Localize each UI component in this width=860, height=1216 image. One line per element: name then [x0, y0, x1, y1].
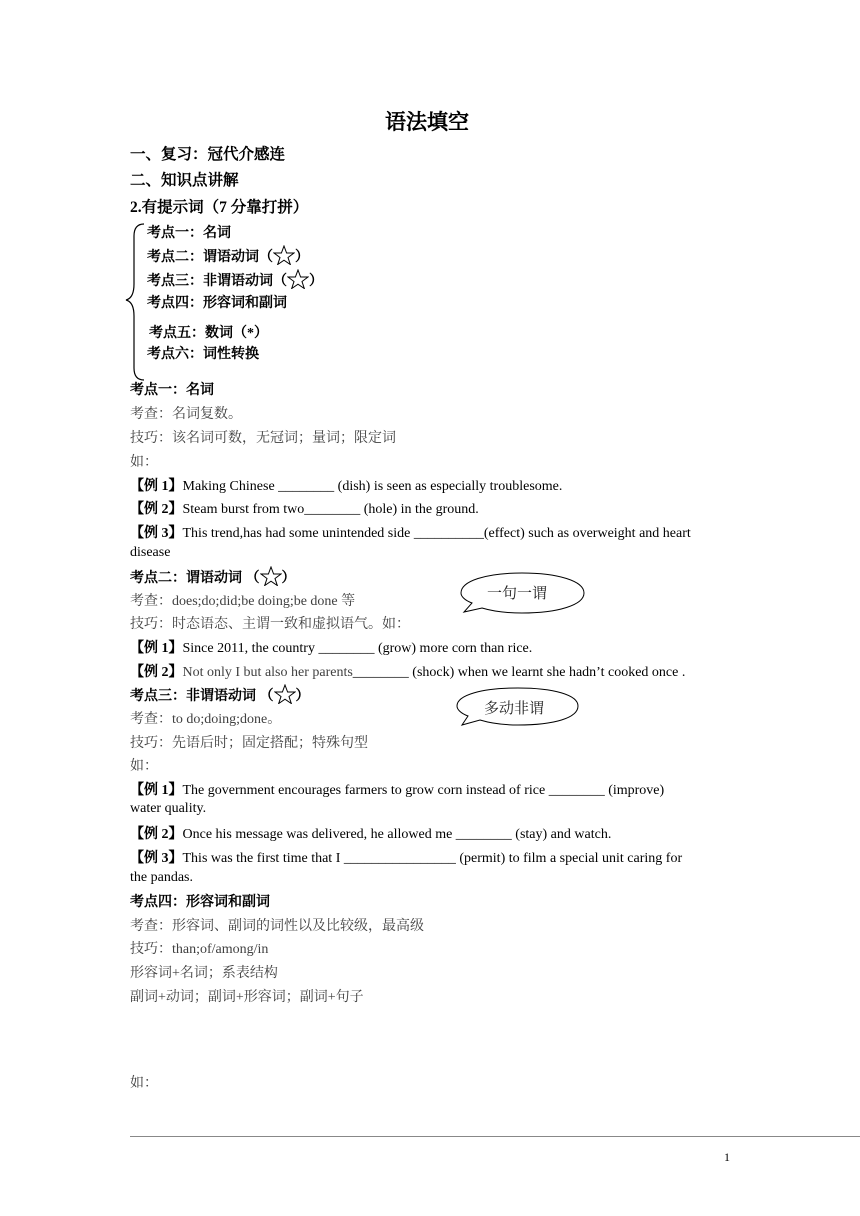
sec2-heading: [130, 566, 296, 587]
example-text: (dish) is seen as especially troublesome.: [334, 479, 563, 494]
outline-item-nonpredicate-close: ）: [309, 274, 323, 289]
answer-blank[interactable]: ________: [318, 641, 375, 656]
answer-blank[interactable]: ________: [455, 827, 512, 842]
outline-item-predicate-label: 考点二：谓语动词（: [147, 250, 273, 265]
sec3-example-1: [130, 779, 664, 799]
sec3-exam: 考查：to do;doing;done。: [130, 712, 282, 727]
heading-explain: 二、知识点讲解: [130, 172, 239, 189]
sec1-example-1: [130, 475, 562, 495]
sec1-tip: 技巧：该名词可数，无冠词；量词；限定词: [130, 431, 396, 446]
sec2-exam: 考查：does;do;did;be doing;be done 等: [130, 594, 356, 609]
sec1-example-3: [130, 522, 691, 542]
bubble-text-nonpredicate: 多动非谓: [484, 699, 545, 717]
example-text: Steam burst from two: [182, 502, 305, 517]
sec4-exam: 考查：形容词、副词的词性以及比较级，最高级: [130, 919, 424, 934]
sec3-ru: 如：: [130, 759, 158, 774]
star-icon: [287, 269, 309, 289]
example-text: (effect) such as overweight and heart: [483, 526, 691, 541]
outline-item-numeral: 考点五：数词（*）: [149, 326, 268, 341]
star-icon: [260, 566, 282, 586]
example-text: (stay) and watch.: [511, 827, 612, 842]
sec4-tip: 技巧：than;of/among/in: [130, 942, 269, 957]
example-text: Once his message was delivered, he allowed me: [182, 827, 456, 842]
example-text: This was the first time that I: [182, 851, 344, 866]
footer-divider: [130, 1136, 860, 1137]
example-text: (improve): [604, 783, 665, 798]
sec2-example-2: [130, 661, 685, 681]
outline-item-conversion: 考点六：词性转换: [147, 347, 259, 362]
example-text: (hole) in the ground.: [360, 502, 479, 517]
sec2-heading-label: 考点二：谓语动词 （: [130, 571, 260, 586]
example-text: (permit) to film a special unit caring for: [455, 851, 683, 866]
answer-blank[interactable]: ________: [304, 502, 361, 517]
sec4-heading: 考点四：形容词和副词: [130, 895, 270, 910]
star-icon: [273, 245, 295, 265]
outline-item-nonpredicate-label: 考点三：非谓语动词（: [147, 274, 287, 289]
sec3-example-3-cont: the pandas.: [130, 870, 193, 885]
outline-item-predicate: [147, 245, 309, 266]
sec3-tip: 技巧：先语后时；固定搭配；特殊句型: [130, 736, 368, 751]
page-title: 语法填空: [385, 110, 469, 134]
answer-blank[interactable]: ________: [548, 783, 605, 798]
sec3-heading: [130, 684, 310, 705]
sec3-heading-label: 考点三：非谓语动词 （: [130, 689, 274, 704]
example-label: 【例 1】: [130, 641, 183, 656]
sec3-heading-close: ）: [295, 689, 310, 704]
sec3-example-2: [130, 823, 611, 843]
example-text: (grow) more corn than rice.: [374, 641, 533, 656]
heading-hint: 2.有提示词（7 分靠打拼）: [130, 199, 309, 216]
sec1-ru: 如：: [130, 455, 158, 470]
example-label: 【例 2】: [130, 827, 183, 842]
example-label: 【例 2】: [130, 502, 183, 517]
outline-item-adj-adv: 考点四：形容词和副词: [147, 296, 287, 311]
sec3-example-1-cont: water quality.: [130, 801, 207, 816]
example-label: 【例 2】: [130, 665, 183, 680]
example-label: 【例 3】: [130, 851, 183, 866]
heading-review: 一、复习：冠代介感连: [130, 146, 286, 163]
sec1-example-2: [130, 498, 479, 518]
answer-blank[interactable]: ________: [352, 665, 409, 680]
star-icon: [274, 684, 296, 704]
sec1-example-3-cont: disease: [130, 545, 171, 560]
bubble-text-predicate: 一句一谓: [487, 584, 548, 602]
example-text: The government encourages farmers to grow corn instead of rice: [182, 783, 549, 798]
answer-blank[interactable]: ________: [278, 479, 335, 494]
example-label: 【例 3】: [130, 526, 183, 541]
sec2-tip: 技巧：时态语态、主谓一致和虚拟语气。如：: [130, 617, 410, 632]
example-text: Since 2011, the country: [182, 641, 319, 656]
example-label: 【例 1】: [130, 783, 183, 798]
sec1-exam: 考查：名词复数。: [130, 407, 242, 422]
sec2-heading-close: ）: [281, 571, 296, 586]
example-label: 【例 1】: [130, 479, 183, 494]
outline-item-nonpredicate: [147, 269, 323, 290]
outline-item-predicate-close: ）: [295, 250, 309, 265]
answer-blank[interactable]: ________________: [343, 851, 456, 866]
answer-blank[interactable]: __________: [413, 526, 484, 541]
example-text: Making Chinese: [182, 479, 279, 494]
sec4-line-1: 形容词+名词；系表结构: [130, 966, 278, 981]
page-number: 1: [724, 1150, 730, 1164]
sec3-example-3: [130, 847, 682, 867]
sec4-line-2: 副词+动词；副词+形容词；副词+句子: [130, 990, 364, 1005]
example-text: (shock) when we learnt she hadn’t cooked once .: [408, 665, 686, 680]
example-text: Not only I but also her parents: [182, 665, 353, 680]
sec4-ru: 如：: [130, 1076, 158, 1091]
sec1-heading: 考点一：名词: [130, 383, 214, 398]
outline-item-noun: 考点一：名词: [147, 226, 231, 241]
example-text: This trend,has had some unintended side: [182, 526, 414, 541]
sec2-example-1: [130, 637, 532, 657]
